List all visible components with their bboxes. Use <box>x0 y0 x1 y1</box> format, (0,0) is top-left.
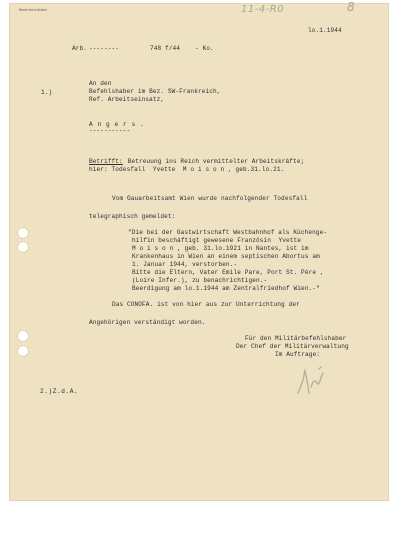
subject-line-1: Betreuung ins Reich vermittelter Arbeitskräfte; <box>124 158 305 165</box>
top-left-stamp-text: Mauerbeständen - <box>19 8 52 12</box>
addressee-city-rule: ----------- <box>89 127 131 134</box>
quote-line: Bitte die Eltern, Vater Emile Pare, Port St. Père , <box>132 269 324 276</box>
addressee-line-1: An den <box>89 80 112 87</box>
reference-number: 748 f/44 <box>150 45 181 52</box>
body-closing-line-2: Angehörigen verständigt worden. <box>89 319 206 326</box>
pencil-note: 11-4-R0 <box>241 4 285 15</box>
signature-line-1: Für den Militärbefehlshaber <box>245 335 347 342</box>
addressee-line-2: Befehlshaber im Bez. SW-Frankreich, <box>89 88 221 95</box>
quote-line: (Loire Infer.), zu benachrichtigen.- <box>132 277 268 284</box>
quote-line: Krankenhaus in Wien an einem septischen Abortus am <box>132 253 320 260</box>
quote-line: M o i s o n , geb. 31.lo.1921 in Nantes, ist im <box>132 245 309 252</box>
punch-hole <box>18 228 28 238</box>
document-page <box>9 0 389 501</box>
quote-line: hilfin beschäftigt gewesene Französin Yvette <box>132 237 302 244</box>
handwritten-signature <box>293 365 327 397</box>
signature-line-3: Im Auftrage: <box>275 351 321 358</box>
footer-mark: 2.)Z.d.A. <box>40 388 79 395</box>
reference-dashes: -------- <box>89 45 120 52</box>
punch-hole <box>18 242 28 252</box>
body-intro-line-1: Vom Gauarbeitsamt Wien wurde nachfolgender Todesfall <box>112 195 308 202</box>
addressee-line-3: Ref. Arbeitseinsatz, <box>89 96 165 103</box>
corner-mark: 8 <box>347 0 356 14</box>
punch-hole <box>18 346 28 356</box>
addressee-city: A n g e r s . <box>89 121 145 128</box>
subject-label: Betrifft: <box>89 158 123 165</box>
reference-suffix: - Ko. <box>195 45 214 52</box>
item-number-one: 1.) <box>41 89 53 96</box>
subject-line-2: hier: Todesfall Yvette M o i s o n , geb.31.lo.21. <box>89 166 285 173</box>
reference-prefix: Arb. <box>72 45 88 52</box>
quote-line: Beerdigung am lo.1.1944 am Zentralfriedhof Wien.-" <box>132 285 320 292</box>
body-closing-line-1: Das CONOFA. ist von hier aus zur Unterrichtung der <box>112 301 300 308</box>
letter-date: lo.1.1944 <box>308 27 342 34</box>
signature-line-2: Der Chef der Militärverwaltung <box>236 343 349 350</box>
body-intro-line-2: telegraphisch gemeldet: <box>89 213 176 220</box>
punch-hole <box>18 331 28 341</box>
quote-line: "Die bei der Gastwirtschaft Westbahnhof als Küchenge- <box>128 229 328 236</box>
quote-line: 1. Januar 1944, verstorben.- <box>132 261 238 268</box>
